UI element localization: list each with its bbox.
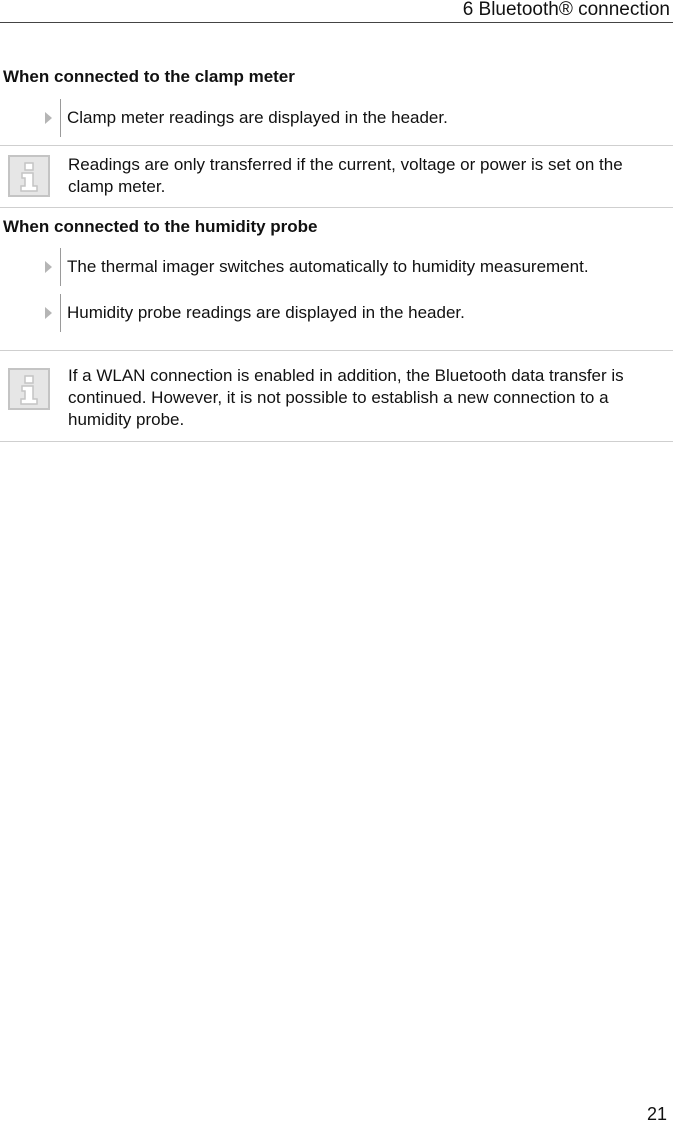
header-rule [0,22,673,23]
info-note-clamp-meter [0,145,673,208]
result-arrow-icon [44,260,53,274]
section-heading-clamp-meter: When connected to the clamp meter [3,67,295,86]
page-number: 21 [646,1104,667,1124]
result-item [44,248,589,286]
result-divider [60,294,61,332]
info-icon [8,368,50,410]
result-text: Clamp meter readings are displayed in the header. [67,108,448,127]
result-item [44,99,448,137]
info-note-text: If a WLAN connection is enabled in addition, the Bluetooth data transfer is continued. However, it is not possible to establish a new connection to a humidity probe. [68,366,624,429]
info-note-humidity-probe [0,350,673,442]
section-heading-humidity-probe: When connected to the humidity probe [3,217,318,236]
result-arrow-icon [44,111,53,125]
info-note-text: Readings are only transferred if the current, voltage or power is set on the clamp meter. [68,155,623,196]
result-item [44,294,465,332]
result-text: The thermal imager switches automatically to humidity measurement. [67,257,589,276]
result-arrow-icon [44,306,53,320]
running-header-title: 6 Bluetooth® connection [462,0,670,20]
result-divider [60,248,61,286]
info-icon [8,155,50,197]
result-text: Humidity probe readings are displayed in the header. [67,303,465,322]
result-divider [60,99,61,137]
